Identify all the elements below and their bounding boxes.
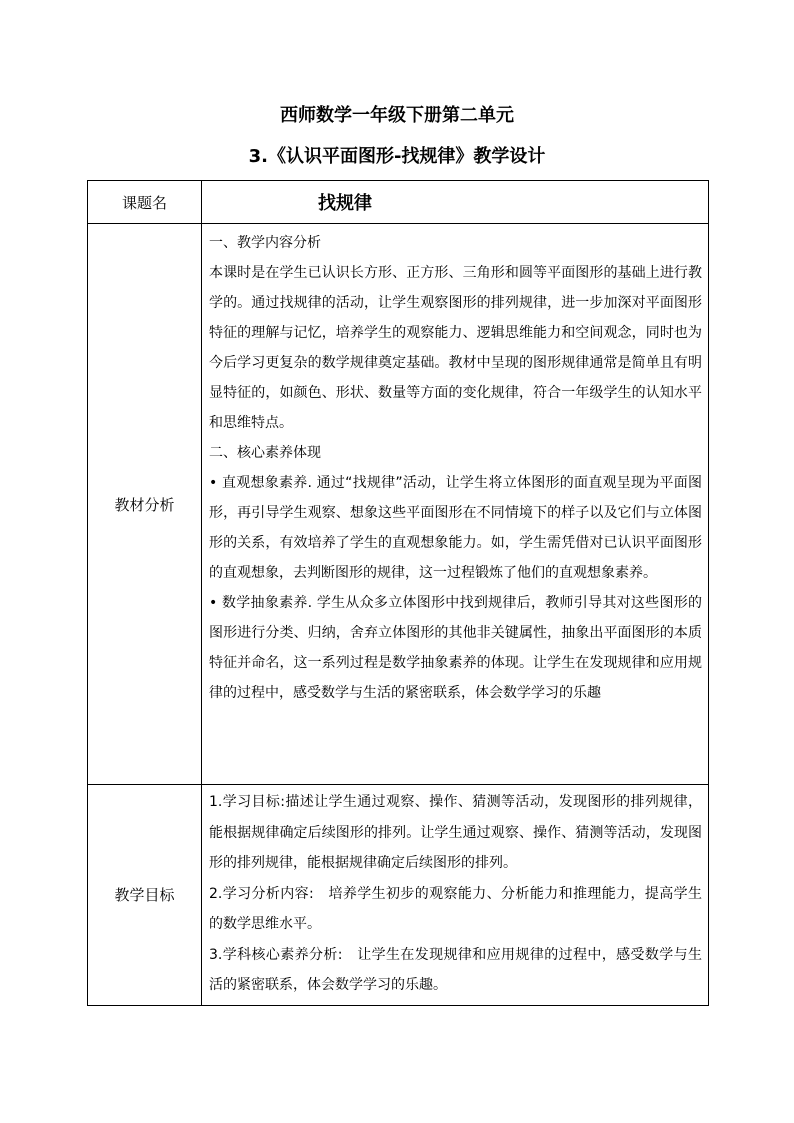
table-row-teaching-objectives [88,785,709,1006]
topic-value: 找规律 [202,181,709,224]
document-subtitle: 3.《认识平面图形-找规律》教学设计 [248,146,546,167]
objective-item: 3.学科核心素养分析: 让学生在发现规律和应用规律的过程中，感受数学与生活的紧密联系，体会数学学习的乐趣。 [209,946,702,993]
textbook-analysis-content [202,224,709,785]
objective-item: 1.学习目标:描述让学生通过观察、操作、猜测等活动，发现图形的排列规律，能根据规律确定后续图形的排列。让学生通过观察、操作、猜测等活动，发现图形的排列规律，能根据规律确定后续图形的排列。 [209,794,702,871]
section-heading: 二、核心素养体现 [209,445,321,461]
paragraph: 本课时是在学生已认识长方形、正方形、三角形和圆等平面图形的基础上进行教学的。通过找规律的活动，让学生观察图形的排列规律，进一步加深对平面图形特征的理解与记忆，培养学生的观察能力、逻辑思维能力和空间观念，同时也为今后学习更复杂的数学规律奠定基础。教材中呈现的图形规律通常是简单且有明显特征的，如颜色、形状、数量等方面的变化规律，符合一年级学生的认知水平和思维特点。 [209,265,702,431]
table-row-textbook-analysis [88,224,709,785]
section-heading: 一、教学内容分析 [209,235,321,251]
topic-label: 课题名 [88,181,202,224]
lesson-plan-table [87,180,709,1006]
bullet-paragraph: • 数学抽象素养. 学生从众多立体图形中找到规律后，教师引导其对这些图形的图形进行分类、归纳，舍弃立体图形的其他非关键属性，抽象出平面图形的本质特征并命名，这一系列过程是数学抽象素养的体现。让学生在发现规律和应用规律的过程中，感受数学与生活的紧密联系，体会数学学习的乐趣 [209,595,702,701]
table-row-topic [88,181,709,224]
objective-item: 2.学习分析内容: 培养学生初步的观察能力、分析能力和推理能力，提高学生的数学思维水平。 [209,885,702,932]
teaching-objectives-label: 教学目标 [88,785,202,1006]
bullet-paragraph: • 直观想象素养. 通过“找规律”活动，让学生将立体图形的面直观呈现为平面图形，再引导学生观察、想象这些平面图形在不同情境下的样子以及它们与立体图形的关系，有效培养了学生的直观想象能力。如，学生需凭借对已认识平面图形的直观想象，去判断图形的规律，这一过程锻炼了他们的直观想象素养。 [209,475,702,581]
document-title: 西师数学一年级下册第二单元 [280,105,514,126]
teaching-objectives-content [202,785,709,1006]
textbook-analysis-label: 教材分析 [88,224,202,785]
